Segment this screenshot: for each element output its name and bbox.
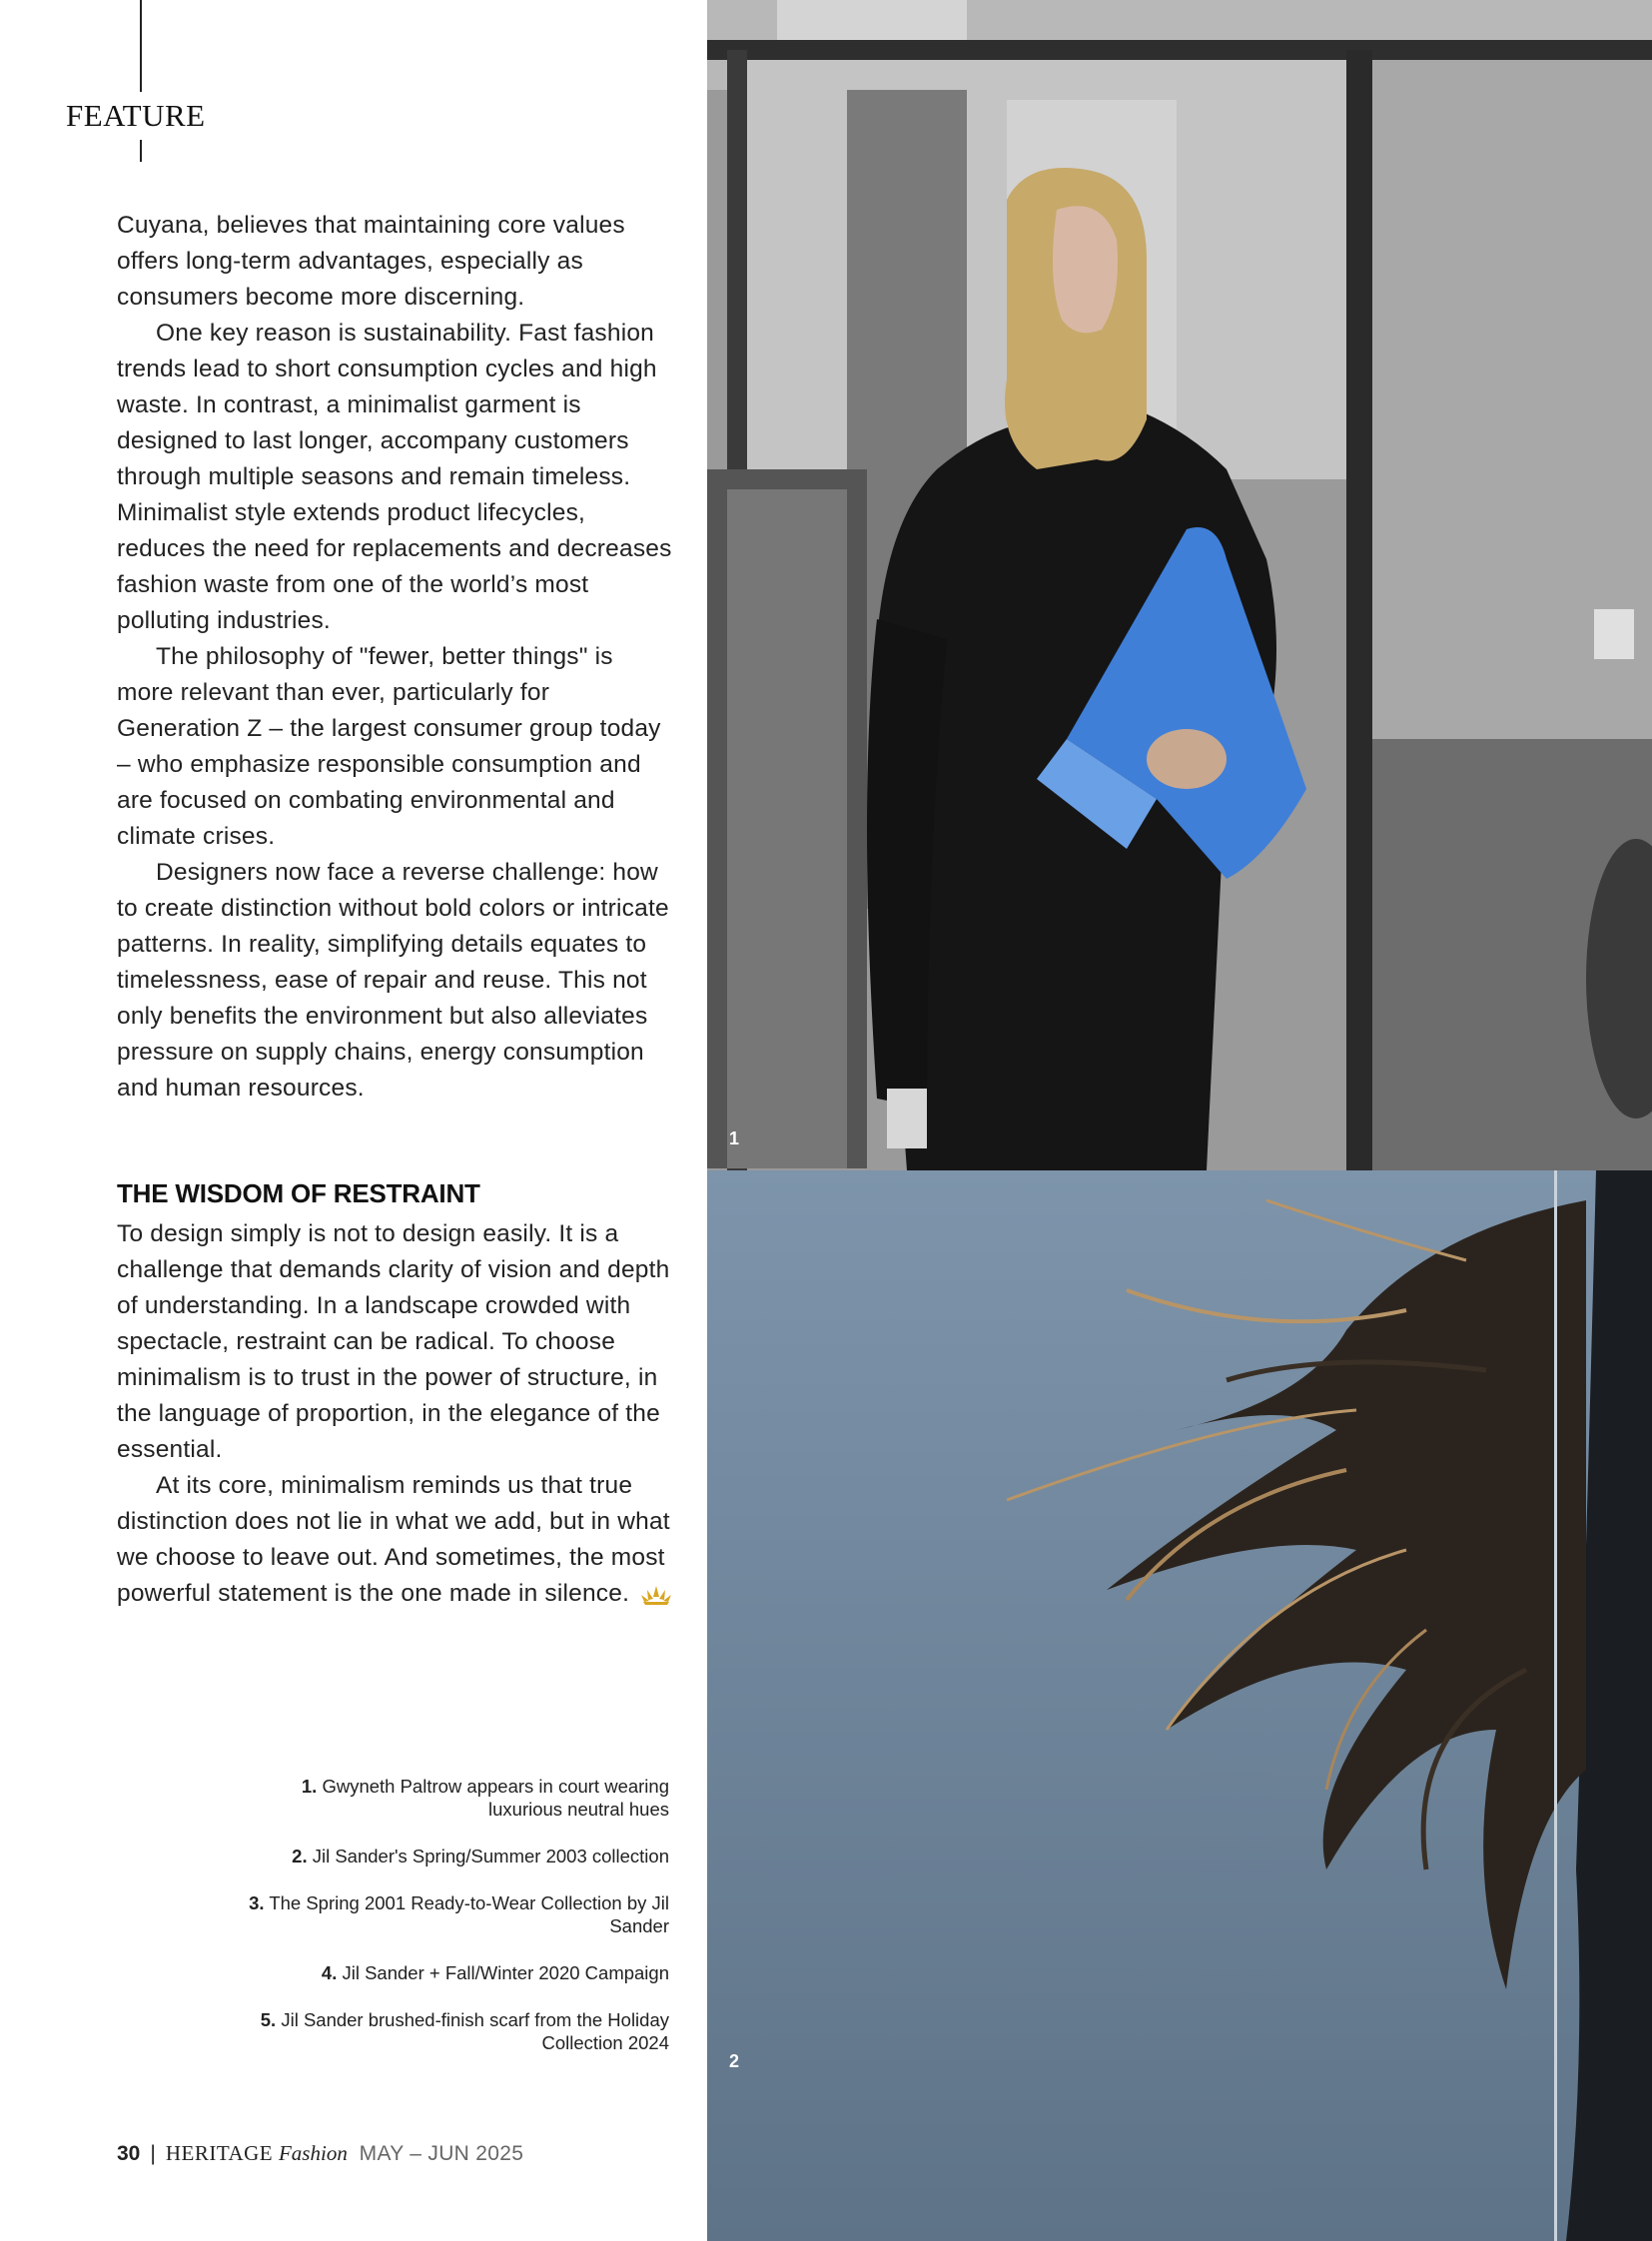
- photo-1: [707, 0, 1652, 1170]
- photo-1-illustration: [707, 0, 1652, 1170]
- caption-number: 2.: [292, 1846, 308, 1867]
- caption-text: The Spring 2001 Ready-to-Wear Collection by Jil Sander: [269, 1892, 669, 1936]
- issue-date: MAY – JUN 2025: [359, 2142, 524, 2165]
- magazine-name-italic: Fashion: [278, 2141, 348, 2165]
- paragraph: To design simply is not to design easily. It is a challenge that demands clarity of vision and depth of understanding. In a landscape crowded with spectacle, restraint can be radical. To choose minimalism is to trust in the power of structure, in the language of proportion, in the elegance of the essential.: [117, 1220, 670, 1463]
- caption-number: 1.: [301, 1776, 318, 1797]
- photo-2: [707, 1170, 1652, 2241]
- caption-text: Jil Sander's Spring/Summer 2003 collection: [312, 1846, 669, 1867]
- paragraph: Cuyana, believes that maintaining core values offers long-term advantages, especially as consumers become more discerning.: [117, 212, 625, 311]
- footer-separator: |: [150, 2142, 156, 2165]
- lotus-end-mark-icon: [639, 1584, 673, 1606]
- body-column-top: [117, 208, 676, 1107]
- section-rule-bottom: [140, 140, 142, 162]
- paragraph-text: At its core, minimalism reminds us that true distinction does not lie in what we add, but in what we choose to leave out. And sometimes, the most powerful statement is the one made in silence.: [117, 1472, 670, 1607]
- caption-text: Jil Sander brushed-finish scarf from the Holiday Collection 2024: [281, 2009, 669, 2053]
- paragraph: Designers now face a reverse challenge: how to create distinction without bold colors or intricate patterns. In reality, simplifying details equates to timelessness, ease of repair and reuse. This not only benefits the environment but also alleviates pressure on supply chains, energy consumption and human resources.: [117, 859, 669, 1102]
- caption: [240, 1961, 669, 1984]
- page-number: 30: [117, 2142, 141, 2165]
- caption: [240, 2008, 669, 2054]
- paragraph: The philosophy of "fewer, better things" is more relevant than ever, particularly for Generation Z – the largest consumer group today – who emphasize responsible consumption and are focused on combating environmental and climate crises.: [117, 643, 661, 850]
- page-footer: [117, 2141, 523, 2166]
- caption: [240, 1845, 669, 1868]
- caption: [240, 1891, 669, 1937]
- caption-number: 5.: [260, 2009, 277, 2030]
- caption-number: 4.: [321, 1962, 338, 1983]
- caption: [240, 1775, 669, 1821]
- section-rule-top: [140, 0, 142, 92]
- paragraph: One key reason is sustainability. Fast fashion trends lead to short consumption cycles and high waste. In contrast, a minimalist garment is designed to last longer, accompany customers through multiple seasons and remain timeless. Minimalist style extends product lifecycles, reduces the need for replacements and decreases fashion waste from one of the world’s most polluting industries.: [117, 320, 672, 634]
- caption-text: Gwyneth Paltrow appears in court wearing luxurious neutral hues: [322, 1776, 669, 1820]
- caption-text: Jil Sander + Fall/Winter 2020 Campaign: [342, 1962, 669, 1983]
- section-heading: THE WISDOM OF RESTRAINT: [117, 1178, 480, 1208]
- photo-number: 1: [729, 1128, 740, 1148]
- caption-number: 3.: [249, 1892, 265, 1913]
- photo-captions: [240, 1775, 669, 2078]
- body-column-bottom: [117, 1216, 676, 1612]
- photo-number: 2: [729, 2051, 740, 2071]
- section-label: FEATURE: [66, 98, 206, 133]
- photo-2-illustration: [707, 1170, 1652, 2241]
- paragraph-last: [117, 1468, 676, 1612]
- magazine-name: HERITAGE: [165, 2141, 274, 2165]
